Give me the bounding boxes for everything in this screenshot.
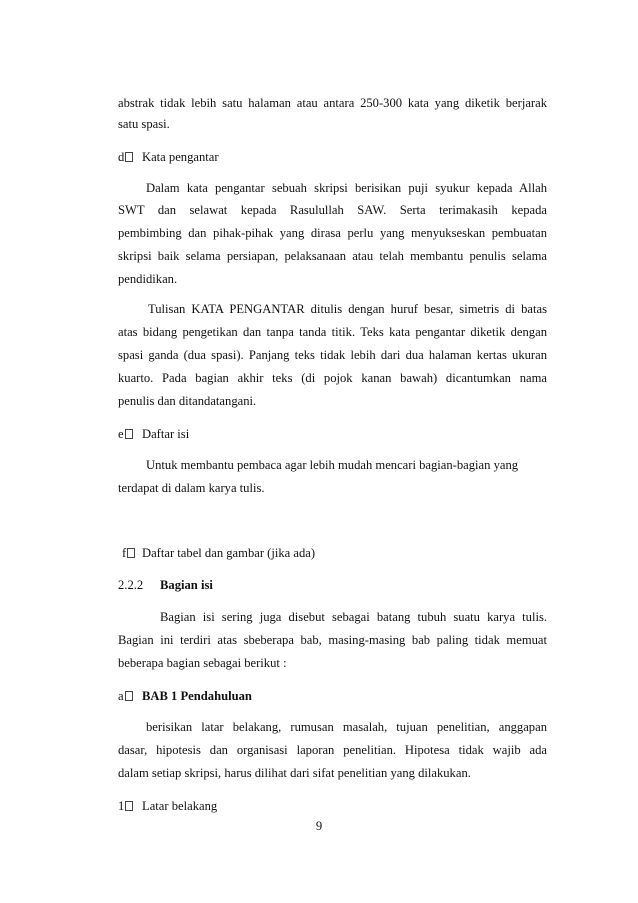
text-line: berisikan latar belakang, rumusan masalah, tujuan penelitian, anggapan bbox=[146, 720, 547, 734]
list-item-label: BAB 1 Pendahuluan bbox=[142, 689, 252, 703]
text-line: Untuk membantu pembaca agar lebih mudah mencari bagian-bagian yang bbox=[146, 458, 519, 472]
list-item-label: Latar belakang bbox=[142, 799, 218, 813]
text-line: skripsi baik selama persiapan, pelaksanaan atau telah membantu penulis selama bbox=[118, 249, 547, 263]
list-marker: 1 bbox=[118, 798, 142, 814]
bullet-box-icon bbox=[125, 691, 133, 701]
list-item-1 bbox=[118, 798, 547, 814]
section-number: 2.2.2 bbox=[118, 578, 144, 592]
list-item-label: Kata pengantar bbox=[142, 150, 219, 164]
section-title: Bagian isi bbox=[160, 578, 213, 592]
text-line: pembimbing dan pihak-pihak yang dirasa perlu yang menyukseskan pembuatan bbox=[118, 226, 547, 240]
text-line: SWT dan selawat kepada Rasulullah SAW. Serta terimakasih kepada bbox=[118, 203, 547, 217]
text-line: Tulisan KATA PENGANTAR ditulis dengan huruf besar, simetris di batas bbox=[148, 302, 547, 316]
text-line: kuarto. Pada bagian akhir teks (di pojok kanan bawah) dicantumkan nama bbox=[118, 371, 547, 385]
text-line: Bagian ini terdiri atas sbeberapa bab, masing-masing bab paling tidak memuat bbox=[118, 633, 547, 647]
text-line: abstrak tidak lebih satu halaman atau antara 250-300 kata yang diketik berjarak bbox=[118, 96, 547, 110]
section-heading bbox=[118, 577, 547, 593]
text-line: Dalam kata pengantar sebuah skripsi berisikan puji syukur kepada Allah bbox=[146, 181, 547, 195]
text-line: dalam setiap skripsi, harus dilihat dari sifat penelitian yang dilakukan. bbox=[118, 766, 471, 780]
list-item-d bbox=[118, 149, 547, 165]
text-line: beberapa bagian sebagai berikut : bbox=[118, 656, 287, 670]
list-item-label: Daftar tabel dan gambar (jika ada) bbox=[142, 546, 316, 560]
text-line: satu spasi. bbox=[118, 117, 170, 131]
list-marker: d bbox=[118, 149, 142, 165]
list-item-label: Daftar isi bbox=[142, 427, 190, 441]
text-line: terdapat di dalam karya tulis. bbox=[118, 481, 265, 495]
page-number: 9 bbox=[315, 819, 323, 833]
list-marker: a bbox=[118, 688, 142, 704]
text-line: dasar, hipotesis dan organisasi laporan penelitian. Hipotesa tidak wajib ada bbox=[118, 743, 547, 757]
text-line: pendidikan. bbox=[118, 272, 178, 286]
text-line: atas bidang pengetikan dan tanpa tanda titik. Teks kata pengantar diketik dengan bbox=[118, 325, 547, 339]
text-line: spasi ganda (dua spasi). Panjang teks tidak lebih dari dua halaman kertas ukuran bbox=[118, 348, 547, 362]
text-line: penulis dan ditandatangani. bbox=[118, 394, 257, 408]
bullet-box-icon bbox=[125, 152, 133, 162]
text-line: Bagian isi sering juga disebut sebagai batang tubuh suatu karya tulis. bbox=[160, 610, 547, 624]
bullet-box-icon bbox=[127, 548, 135, 558]
list-item-a bbox=[118, 688, 547, 704]
list-marker: f bbox=[118, 545, 142, 561]
list-marker: e bbox=[118, 426, 142, 442]
bullet-box-icon bbox=[125, 801, 133, 811]
list-item-e bbox=[118, 426, 547, 442]
bullet-box-icon bbox=[125, 429, 133, 439]
list-item-f bbox=[118, 545, 547, 561]
